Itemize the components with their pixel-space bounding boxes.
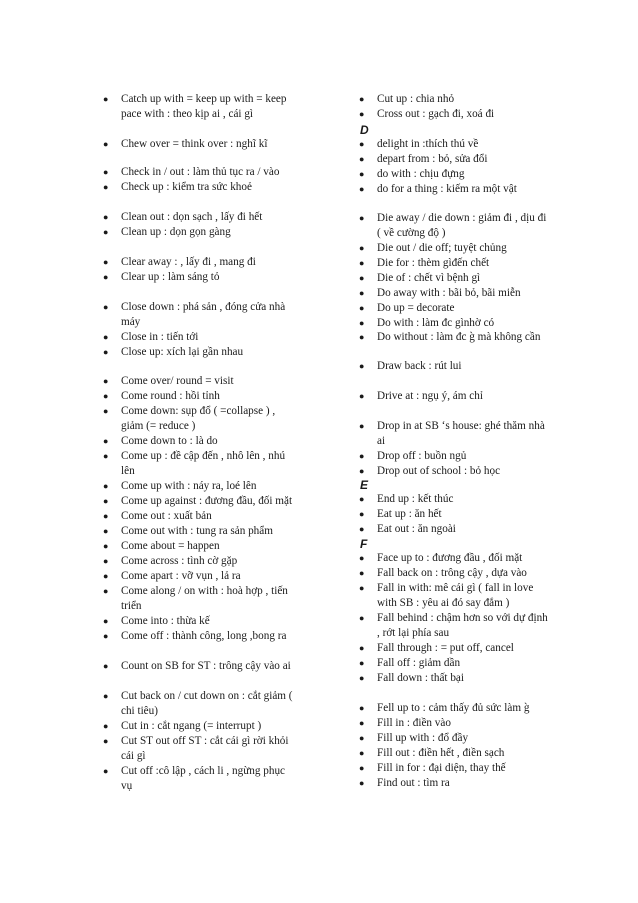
bullet-icon: ● bbox=[359, 94, 365, 104]
list-item bbox=[360, 522, 582, 537]
phrasal-verb-entry: Come into : thừa kế bbox=[121, 615, 210, 627]
bullet-icon: ● bbox=[359, 524, 365, 534]
list-item bbox=[104, 137, 326, 152]
list-item bbox=[104, 509, 326, 524]
phrasal-verb-entry: Fall behind : chậm hơn so với dự định , rớt lại phía sau bbox=[377, 612, 548, 639]
phrasal-verb-entry: Find out : tìm ra bbox=[377, 777, 450, 789]
list-item bbox=[360, 256, 582, 271]
list-item bbox=[104, 614, 326, 629]
bullet-icon: ● bbox=[359, 332, 365, 342]
phrasal-verb-entry: Draw back : rút lui bbox=[377, 360, 462, 372]
bullet-icon: ● bbox=[103, 736, 109, 746]
list-item bbox=[360, 152, 582, 167]
bullet-icon: ● bbox=[359, 553, 365, 563]
list-item bbox=[360, 566, 582, 581]
bullet-icon: ● bbox=[103, 212, 109, 222]
list-item bbox=[360, 701, 582, 716]
phrasal-verb-entry: Fall in with: mê cái gì ( fall in love with SB : yêu ai đó say đắm ) bbox=[377, 582, 534, 609]
list-item bbox=[360, 167, 582, 182]
phrasal-verb-entry: Do away with : bãi bỏ, bãi miễn bbox=[377, 287, 521, 299]
bullet-icon: ● bbox=[103, 556, 109, 566]
bullet-icon: ● bbox=[103, 631, 109, 641]
list-item bbox=[360, 359, 582, 374]
phrasal-verb-entry: Come about = happen bbox=[121, 540, 220, 552]
bullet-icon: ● bbox=[103, 272, 109, 282]
bullet-icon: ● bbox=[103, 391, 109, 401]
bullet-icon: ● bbox=[359, 154, 365, 164]
phrasal-verb-entry: Drop out of school : bỏ học bbox=[377, 465, 501, 477]
list-item bbox=[104, 629, 326, 644]
phrasal-verb-entry: Fell up to : cảm thấy đủ sức làm g̀ bbox=[377, 702, 530, 714]
list-item bbox=[104, 330, 326, 345]
phrasal-verb-entry: Die for : thèm gìđến chết bbox=[377, 257, 490, 269]
list-item bbox=[104, 539, 326, 554]
list-item bbox=[104, 255, 326, 270]
list-item bbox=[104, 764, 326, 794]
bullet-icon: ● bbox=[103, 167, 109, 177]
section-heading: F bbox=[360, 537, 368, 551]
list-item bbox=[360, 182, 582, 197]
phrasal-verb-entry: Count on SB for ST : trông cậy vào ai bbox=[121, 660, 291, 672]
phrasal-verb-entry: Die out / die off; tuyệt chủng bbox=[377, 242, 507, 254]
list-item bbox=[360, 761, 582, 776]
list-item bbox=[360, 746, 582, 761]
phrasal-verb-entry: Come off : thành công, long ,bong ra bbox=[121, 630, 287, 642]
phrasal-verb-entry: Come out : xuất bản bbox=[121, 510, 212, 522]
phrasal-verb-entry: Cut in : cắt ngang (= interrupt ) bbox=[121, 720, 262, 732]
phrasal-verb-entry: Do without : làm đc g̀ mà không cần bbox=[377, 331, 541, 343]
list-item bbox=[104, 270, 326, 285]
bullet-icon: ● bbox=[359, 509, 365, 519]
bullet-icon: ● bbox=[359, 733, 365, 743]
bullet-icon: ● bbox=[103, 661, 109, 671]
phrasal-verb-entry: Do with : làm đc gìnhờ có bbox=[377, 317, 495, 329]
bullet-icon: ● bbox=[103, 227, 109, 237]
bullet-icon: ● bbox=[359, 184, 365, 194]
bullet-icon: ● bbox=[359, 303, 365, 313]
phrasal-verb-entry: Come apart : vỡ vụn , lả ra bbox=[121, 570, 241, 582]
list-item bbox=[104, 584, 326, 614]
bullet-icon: ● bbox=[103, 616, 109, 626]
bullet-icon: ● bbox=[359, 169, 365, 179]
bullet-icon: ● bbox=[359, 718, 365, 728]
list-item bbox=[104, 479, 326, 494]
bullet-icon: ● bbox=[103, 526, 109, 536]
phrasal-verb-entry: Come out with : tung ra sản phẩm bbox=[121, 525, 273, 537]
phrasal-verb-entry: Cut off :cô lập , cách li , ngừng phục vụ bbox=[121, 765, 285, 792]
phrasal-verb-entry: Face up to : đương đầu , đối mặt bbox=[377, 552, 523, 564]
list-item bbox=[360, 656, 582, 671]
bullet-icon: ● bbox=[359, 643, 365, 653]
bullet-icon: ● bbox=[359, 391, 365, 401]
phrasal-verb-entry: Die away / die down : giảm đi , dịu đi ( về cường độ ) bbox=[377, 212, 547, 239]
list-item bbox=[360, 464, 582, 479]
phrasal-verb-entry: Cut up : chia nhỏ bbox=[377, 93, 455, 105]
phrasal-verb-entry: Fall off : giảm dần bbox=[377, 657, 461, 669]
list-item bbox=[104, 554, 326, 569]
bullet-icon: ● bbox=[103, 347, 109, 357]
phrasal-verb-entry: Drop in at SB ‘s house: ghé thăm nhà ai bbox=[377, 420, 545, 447]
bullet-icon: ● bbox=[103, 511, 109, 521]
list-item bbox=[104, 404, 326, 434]
phrasal-verb-entry: Check up : kiểm tra sức khoẻ bbox=[121, 181, 252, 193]
list-item bbox=[360, 389, 582, 404]
section-heading: D bbox=[360, 123, 369, 137]
bullet-icon: ● bbox=[359, 361, 365, 371]
phrasal-verb-entry: depart from : bỏ, sửa đổi bbox=[377, 153, 488, 165]
list-item bbox=[104, 180, 326, 195]
bullet-icon: ● bbox=[103, 691, 109, 701]
list-item bbox=[360, 507, 582, 522]
phrasal-verb-entry: Clean up : dọn gọn gàng bbox=[121, 226, 231, 238]
phrasal-verb-entry: Clear up : làm sáng tỏ bbox=[121, 271, 220, 283]
list-item bbox=[360, 641, 582, 656]
list-item bbox=[104, 689, 326, 719]
bullet-icon: ● bbox=[103, 541, 109, 551]
bullet-icon: ● bbox=[103, 94, 109, 104]
phrasal-verb-entry: Fall down : thất bại bbox=[377, 672, 465, 684]
bullet-icon: ● bbox=[359, 109, 365, 119]
list-item bbox=[104, 92, 326, 122]
list-item bbox=[360, 611, 582, 641]
bullet-icon: ● bbox=[359, 243, 365, 253]
bullet-icon: ● bbox=[359, 778, 365, 788]
list-item bbox=[104, 434, 326, 449]
phrasal-verb-entry: Fill out : điền hết , điền sạch bbox=[377, 747, 505, 759]
list-item bbox=[104, 719, 326, 734]
list-item bbox=[104, 345, 326, 360]
phrasal-verb-entry: Drive at : ngụ ý, ám chỉ bbox=[377, 390, 483, 402]
phrasal-verb-entry: Chew over = think over : nghĩ kĩ bbox=[121, 138, 268, 150]
bullet-icon: ● bbox=[359, 583, 365, 593]
bullet-icon: ● bbox=[103, 436, 109, 446]
bullet-icon: ● bbox=[103, 406, 109, 416]
list-item bbox=[104, 210, 326, 225]
list-item bbox=[360, 581, 582, 611]
phrasal-verb-entry: Die of : chết vì bệnh gì bbox=[377, 272, 481, 284]
bullet-icon: ● bbox=[103, 332, 109, 342]
list-item bbox=[104, 449, 326, 479]
bullet-icon: ● bbox=[359, 318, 365, 328]
list-item bbox=[360, 551, 582, 566]
list-item bbox=[360, 92, 582, 107]
phrasal-verb-entry: Come down: sụp đổ ( =collapse ) , giảm (= reduce ) bbox=[121, 405, 276, 432]
section-heading: E bbox=[360, 478, 369, 492]
phrasal-verb-entry: End up : kết thúc bbox=[377, 493, 454, 505]
phrasal-verb-entry: do with : chịu đựng bbox=[377, 168, 465, 180]
bullet-icon: ● bbox=[359, 258, 365, 268]
list-item bbox=[360, 271, 582, 286]
list-item bbox=[104, 524, 326, 539]
list-item bbox=[360, 330, 582, 345]
phrasal-verb-entry: Fall back on : trông cậy , dựa vào bbox=[377, 567, 527, 579]
phrasal-verb-entry: Catch up with = keep up with = keep pace with : theo kịp ai , cái gì bbox=[121, 93, 287, 120]
list-item bbox=[104, 494, 326, 509]
list-item bbox=[360, 211, 582, 241]
phrasal-verb-entry: Check in / out : làm thủ tục ra / vào bbox=[121, 166, 280, 178]
bullet-icon: ● bbox=[359, 568, 365, 578]
phrasal-verb-entry: Cut ST out off ST : cắt cái gì rời khỏi cái gì bbox=[121, 735, 289, 762]
list-item bbox=[104, 734, 326, 764]
list-item bbox=[360, 671, 582, 686]
phrasal-verb-entry: delight in :thích thú về bbox=[377, 138, 479, 150]
phrasal-verb-entry: Cut back on / cut down on : cắt giảm ( chi tiêu) bbox=[121, 690, 293, 717]
list-item bbox=[360, 449, 582, 464]
bullet-icon: ● bbox=[103, 586, 109, 596]
phrasal-verb-entry: Come up against : đương đầu, đối mặt bbox=[121, 495, 293, 507]
bullet-icon: ● bbox=[103, 139, 109, 149]
phrasal-verb-entry: Come along / on with : hoà hợp , tiến triển bbox=[121, 585, 288, 612]
bullet-icon: ● bbox=[103, 376, 109, 386]
bullet-icon: ● bbox=[359, 213, 365, 223]
list-item bbox=[104, 569, 326, 584]
bullet-icon: ● bbox=[359, 139, 365, 149]
phrasal-verb-entry: Fill in : điền vào bbox=[377, 717, 451, 729]
list-item bbox=[360, 137, 582, 152]
bullet-icon: ● bbox=[359, 658, 365, 668]
phrasal-verb-entry: Eat out : ăn ngoài bbox=[377, 523, 456, 535]
bullet-icon: ● bbox=[359, 273, 365, 283]
phrasal-verb-entry: Come over/ round = visit bbox=[121, 375, 234, 387]
list-item bbox=[360, 286, 582, 301]
list-item bbox=[360, 107, 582, 122]
list-item bbox=[360, 419, 582, 449]
phrasal-verb-entry: Fall through : = put off, cancel bbox=[377, 642, 514, 654]
bullet-icon: ● bbox=[103, 451, 109, 461]
phrasal-verb-entry: Come down to : là do bbox=[121, 435, 218, 447]
phrasal-verb-entry: Clear away : , lấy đi , mang đi bbox=[121, 256, 256, 268]
bullet-icon: ● bbox=[359, 288, 365, 298]
bullet-icon: ● bbox=[103, 571, 109, 581]
list-item bbox=[104, 389, 326, 404]
phrasal-verb-entry: Fill up with : đổ đầy bbox=[377, 732, 469, 744]
bullet-icon: ● bbox=[359, 703, 365, 713]
list-item bbox=[360, 776, 582, 791]
phrasal-verb-entry: Clean out : dọn sạch , lấy đi hết bbox=[121, 211, 263, 223]
bullet-icon: ● bbox=[359, 466, 365, 476]
phrasal-verb-entry: Come up with : náy ra, loé lên bbox=[121, 480, 257, 492]
phrasal-verb-entry: Close down : phá sản , đóng cửa nhà máy bbox=[121, 301, 286, 328]
bullet-icon: ● bbox=[103, 481, 109, 491]
list-item bbox=[360, 241, 582, 256]
bullet-icon: ● bbox=[103, 257, 109, 267]
phrasal-verb-entry: Eat up : ăn hết bbox=[377, 508, 442, 520]
bullet-icon: ● bbox=[103, 496, 109, 506]
bullet-icon: ● bbox=[103, 721, 109, 731]
phrasal-verb-entry: Fill in for : đại diện, thay thế bbox=[377, 762, 506, 774]
list-item bbox=[104, 659, 326, 674]
phrasal-verb-entry: Do up = decorate bbox=[377, 302, 455, 314]
bullet-icon: ● bbox=[359, 748, 365, 758]
bullet-icon: ● bbox=[359, 613, 365, 623]
bullet-icon: ● bbox=[103, 302, 109, 312]
list-item bbox=[104, 225, 326, 240]
bullet-icon: ● bbox=[103, 182, 109, 192]
bullet-icon: ● bbox=[103, 766, 109, 776]
list-item bbox=[104, 300, 326, 330]
list-item bbox=[104, 165, 326, 180]
phrasal-verb-entry: Come up : đề cập đến , nhô lên , nhú lên bbox=[121, 450, 286, 477]
bullet-icon: ● bbox=[359, 421, 365, 431]
phrasal-verb-entry: Drop off : buồn ngủ bbox=[377, 450, 467, 462]
phrasal-verb-entry: Come across : tình cờ gặp bbox=[121, 555, 238, 567]
phrasal-verb-entry: Cross out : gạch đi, xoá đi bbox=[377, 108, 495, 120]
list-item bbox=[360, 492, 582, 507]
list-item bbox=[360, 316, 582, 331]
list-item bbox=[360, 716, 582, 731]
bullet-icon: ● bbox=[359, 763, 365, 773]
list-item bbox=[360, 301, 582, 316]
bullet-icon: ● bbox=[359, 494, 365, 504]
list-item bbox=[104, 374, 326, 389]
bullet-icon: ● bbox=[359, 673, 365, 683]
phrasal-verb-entry: Come round : hồi tỉnh bbox=[121, 390, 220, 402]
list-item bbox=[360, 731, 582, 746]
phrasal-verb-entry: do for a thing : kiếm ra một vật bbox=[377, 183, 517, 195]
phrasal-verb-entry: Close up: xích lại gần nhau bbox=[121, 346, 244, 358]
phrasal-verb-entry: Close in : tiến tới bbox=[121, 331, 199, 343]
bullet-icon: ● bbox=[359, 451, 365, 461]
